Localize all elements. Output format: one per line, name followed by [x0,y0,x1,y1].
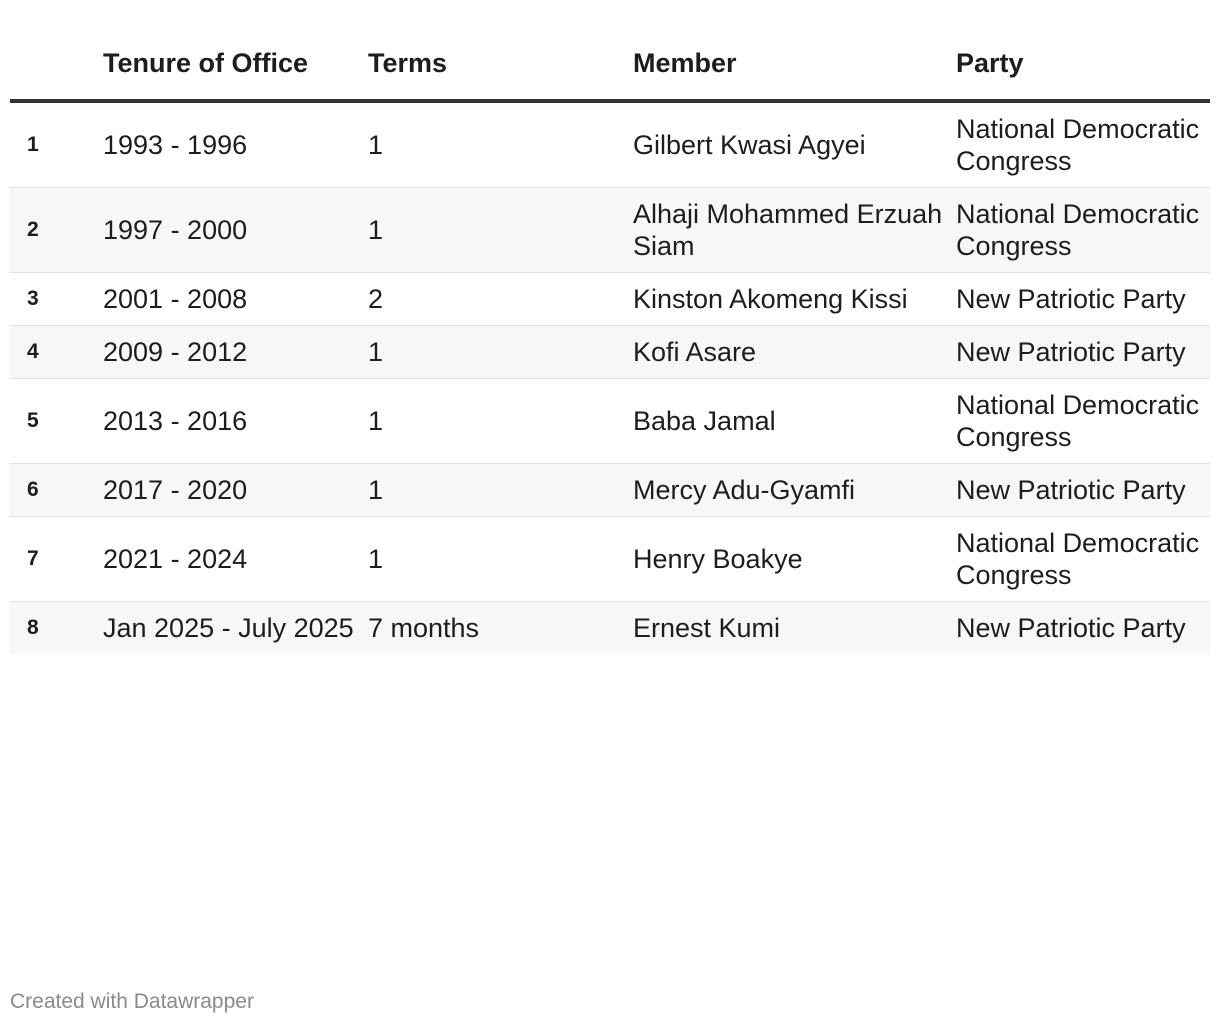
table-row [10,464,1210,517]
cell-party: New Patriotic Party [956,326,1210,379]
cell-index: 4 [10,326,103,379]
cell-terms: 1 [368,101,633,188]
cell-member: Henry Boakye [633,517,956,602]
cell-tenure: Jan 2025 - July 2025 [103,602,368,655]
table-row [10,326,1210,379]
table-row [10,517,1210,602]
cell-terms: 1 [368,517,633,602]
data-table [10,40,1210,654]
cell-index: 7 [10,517,103,602]
cell-terms: 1 [368,464,633,517]
cell-index: 6 [10,464,103,517]
cell-tenure: 1997 - 2000 [103,188,368,273]
cell-tenure: 2001 - 2008 [103,273,368,326]
cell-index: 1 [10,101,103,188]
cell-party: National Democratic Congress [956,379,1210,464]
cell-party: National Democratic Congress [956,517,1210,602]
cell-tenure: 2009 - 2012 [103,326,368,379]
cell-tenure: 2017 - 2020 [103,464,368,517]
cell-terms: 1 [368,379,633,464]
header-tenure: Tenure of Office [103,40,368,101]
cell-party: New Patriotic Party [956,273,1210,326]
table-row [10,379,1210,464]
table-row [10,188,1210,273]
cell-tenure: 2021 - 2024 [103,517,368,602]
cell-member: Ernest Kumi [633,602,956,655]
cell-index: 8 [10,602,103,655]
cell-tenure: 2013 - 2016 [103,379,368,464]
header-index [10,40,103,101]
cell-terms: 2 [368,273,633,326]
header-member: Member [633,40,956,101]
footer-credit: Created with Datawrapper [10,990,254,1013]
cell-member: Kofi Asare [633,326,956,379]
table-row [10,273,1210,326]
cell-terms: 1 [368,326,633,379]
cell-tenure: 1993 - 1996 [103,101,368,188]
cell-index: 3 [10,273,103,326]
cell-party: National Democratic Congress [956,101,1210,188]
cell-party: New Patriotic Party [956,464,1210,517]
cell-terms: 1 [368,188,633,273]
cell-member: Gilbert Kwasi Agyei [633,101,956,188]
cell-member: Mercy Adu-Gyamfi [633,464,956,517]
header-party: Party [956,40,1210,101]
table-header-row [10,40,1210,101]
table-body [10,101,1210,654]
cell-member: Baba Jamal [633,379,956,464]
cell-member: Kinston Akomeng Kissi [633,273,956,326]
cell-index: 2 [10,188,103,273]
cell-terms: 7 months [368,602,633,655]
table-row [10,602,1210,655]
cell-index: 5 [10,379,103,464]
cell-party: National Democratic Congress [956,188,1210,273]
cell-member: Alhaji Mohammed Erzuah Siam [633,188,956,273]
header-terms: Terms [368,40,633,101]
cell-party: New Patriotic Party [956,602,1210,655]
table-row [10,101,1210,188]
data-table-container [10,40,1210,654]
